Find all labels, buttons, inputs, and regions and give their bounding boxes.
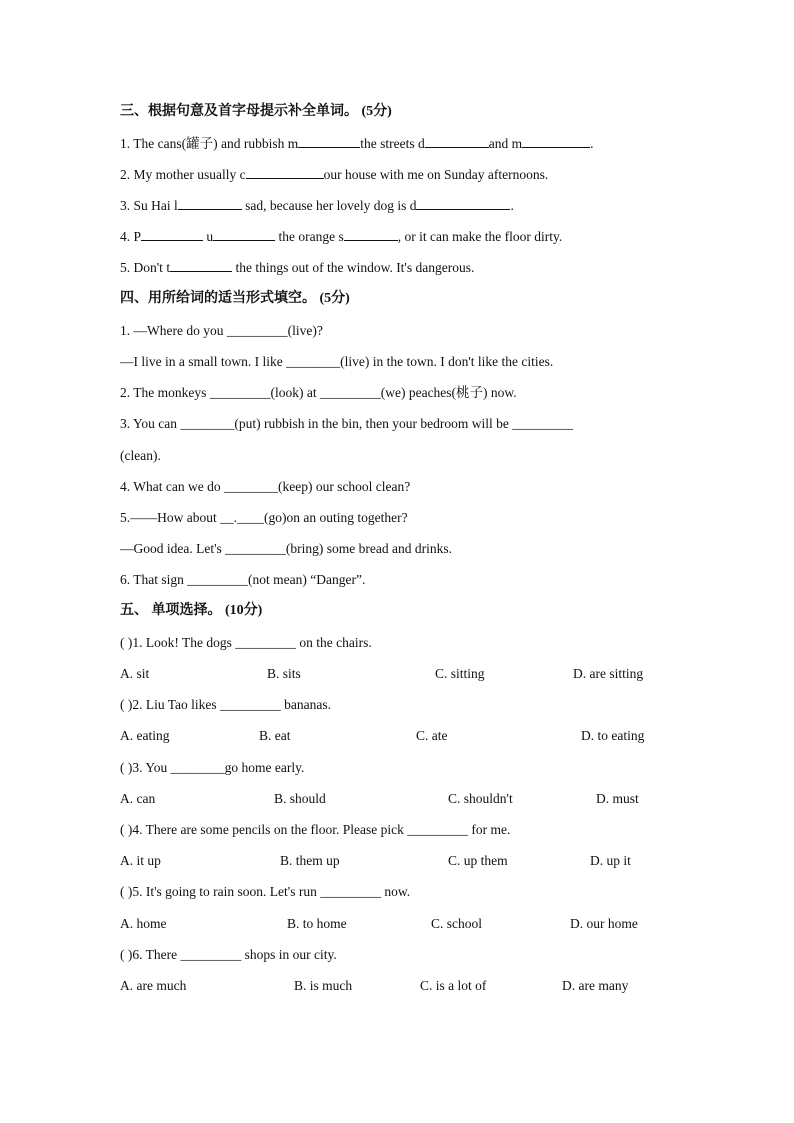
mc-option-c[interactable]: C. up them [448,853,508,868]
mc-option-b[interactable]: B. to home [287,916,347,931]
s4-line: 6. That sign _________(not mean) “Danger”. [120,572,366,587]
mc-question-stem: ( )3. You ________go home early. [120,760,305,775]
mc-question-stem: ( )2. Liu Tao likes _________ bananas. [120,697,332,712]
s3-question-5: 5. Don't t the things out of the window. It's dangerous. [120,260,475,275]
s3-question-1: 1. The cans(罐子) and rubbish m the streets d and m . [120,136,594,151]
s3-question-2: 2. My mother usually c our house with me on Sunday afternoons. [120,167,549,182]
s4-line: 4. What can we do ________(keep) our school clean? [120,479,411,494]
mc-option-c[interactable]: C. school [431,916,483,931]
answer-blank[interactable] [416,197,510,210]
mc-option-c[interactable]: C. ate [416,728,448,743]
mc-option-d[interactable]: D. our home [570,916,638,931]
mc-option-d[interactable]: D. must [596,791,639,806]
answer-blank[interactable] [141,228,203,241]
mc-option-d[interactable]: D. are many [562,978,629,993]
s4-line: 1. —Where do you _________(live)? [120,323,323,338]
mc-option-c[interactable]: C. is a lot of [420,978,487,993]
s4-line: 5.——How about __.____(go)on an outing together? [120,510,408,525]
answer-blank[interactable] [425,135,489,148]
s3-question-3: 3. Su Hai l sad, because her lovely dog is d . [120,198,514,213]
mc-option-a[interactable]: A. home [120,916,167,931]
mc-question-stem: ( )5. It's going to rain soon. Let's run _________ now. [120,884,411,899]
s4-line: —Good idea. Let's _________(bring) some bread and drinks. [120,541,452,556]
answer-blank[interactable] [522,135,590,148]
s3-question-4: 4. P u the orange s , or it can make the floor dirty. [120,229,563,244]
mc-option-c[interactable]: C. shouldn't [448,791,513,806]
answer-blank[interactable] [213,228,275,241]
answer-blank[interactable] [170,259,232,272]
answer-blank[interactable] [298,135,360,148]
mc-option-d[interactable]: D. up it [590,853,631,868]
answer-blank[interactable] [344,228,398,241]
mc-option-a[interactable]: A. eating [120,728,170,743]
mc-option-a[interactable]: A. can [120,791,156,806]
section-3-heading: 三、根据句意及首字母提示补全单词。 (5分) [120,104,392,119]
mc-option-b[interactable]: B. them up [280,853,340,868]
mc-option-b[interactable]: B. should [274,791,326,806]
answer-blank[interactable] [178,197,242,210]
mc-option-b[interactable]: B. eat [259,728,291,743]
mc-option-b[interactable]: B. is much [294,978,353,993]
mc-option-c[interactable]: C. sitting [435,666,485,681]
mc-option-b[interactable]: B. sits [267,666,301,681]
mc-option-a[interactable]: A. sit [120,666,150,681]
s4-line: 3. You can ________(put) rubbish in the bin, then your bedroom will be _________ [120,416,573,431]
mc-option-d[interactable]: D. are sitting [573,666,644,681]
section-5-heading: 五、 单项选择。 (10分) [120,603,263,618]
mc-question-stem: ( )6. There _________ shops in our city. [120,947,337,962]
mc-question-stem: ( )4. There are some pencils on the floor. Please pick _________ for me. [120,822,511,837]
s4-line: —I live in a small town. I like ________(live) in the town. I don't like the cities. [120,354,554,369]
mc-option-a[interactable]: A. are much [120,978,187,993]
s4-line: 2. The monkeys _________(look) at _________(we) peaches(桃子) now. [120,385,517,400]
mc-option-a[interactable]: A. it up [120,853,161,868]
mc-option-d[interactable]: D. to eating [581,728,645,743]
answer-blank[interactable] [246,166,324,179]
mc-question-stem: ( )1. Look! The dogs _________ on the chairs. [120,635,372,650]
s4-line: (clean). [120,448,161,463]
section-4-heading: 四、用所给词的适当形式填空。 (5分) [120,291,350,306]
